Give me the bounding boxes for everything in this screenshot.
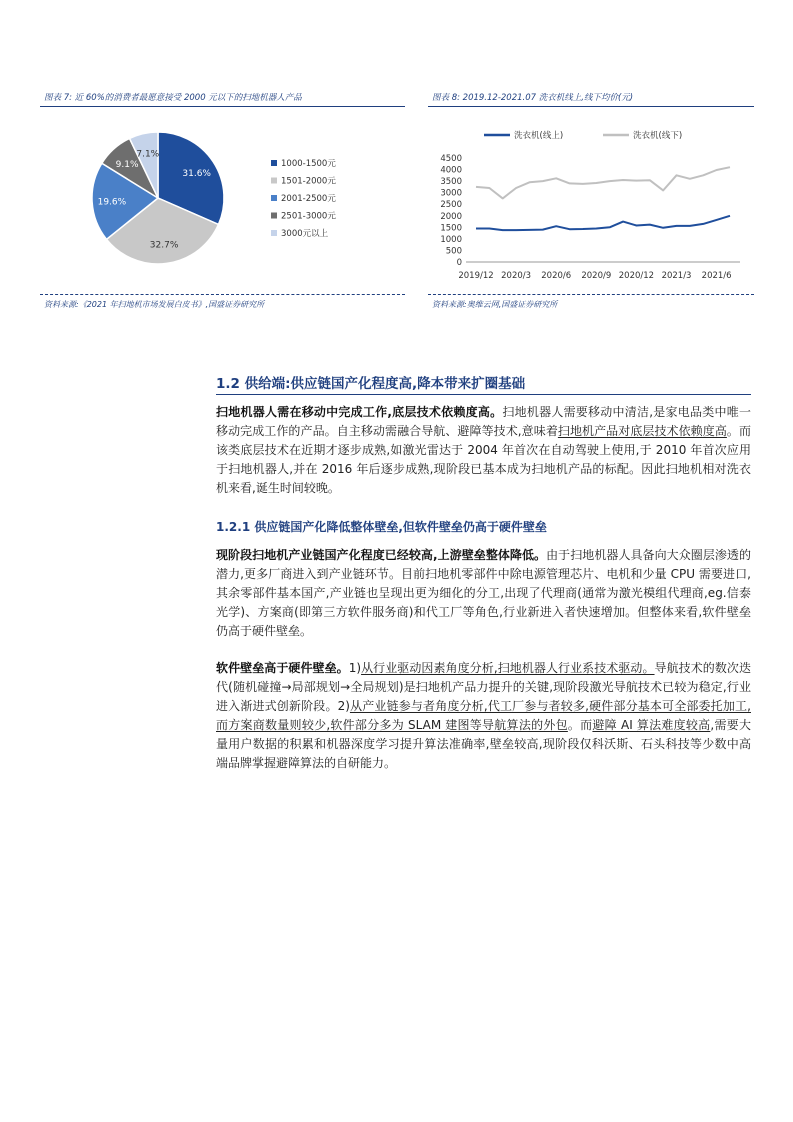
p3-underlined-1: 从行业驱动因素角度分析,扫地机器人行业系技术驱动。 xyxy=(361,661,655,675)
paragraph-1 xyxy=(216,403,751,498)
figure7-bottom-rule xyxy=(40,294,405,295)
line-x-tick-1: 2020/3 xyxy=(501,271,532,281)
p1-underlined: 扫地机产品对底层技术依赖度高 xyxy=(557,424,727,438)
figure8-bottom-rule xyxy=(428,294,754,295)
line-y-tick-3: 1500 xyxy=(440,223,462,234)
line-x-tick-3: 2020/9 xyxy=(581,271,612,281)
line-x-tick-6: 2021/6 xyxy=(701,271,732,281)
figure8-top-rule xyxy=(428,106,754,107)
p1-text-2: 。而该类底层技术在近期才逐步成熟,如激光雷达于 2004 年首次在自动驾驶上使用,于 2010 年首次应用于扫地机器人,并在 2016 年后逐步成熟,现阶段已基本成为扫地机产品的标配。因此扫地机相对洗衣机来看,诞生时间较晚。 xyxy=(216,424,751,495)
figure7-caption: 图表 7: 近 60%的消费者最愿意接受 2000 元以下的扫地机器人产品 xyxy=(44,93,302,103)
line-y-tick-9: 4500 xyxy=(440,154,462,164)
line-y-tick-2: 1000 xyxy=(440,234,462,245)
line-x-tick-2: 2020/6 xyxy=(541,271,572,281)
line-y-tick-4: 2000 xyxy=(440,211,462,222)
pie-chart xyxy=(40,116,405,291)
figure8-source: 资料来源:奥维云网,国盛证券研究所 xyxy=(432,300,558,309)
p1-bold-lead: 扫地机器人需在移动中完成工作,底层技术依赖度高。 xyxy=(216,405,503,419)
line-legend-label-1: 洗衣机(线上) xyxy=(514,131,564,141)
figure7-source: 资料来源:《2021 年扫地机市场发展白皮书》,国盛证券研究所 xyxy=(44,300,265,309)
p3-text-4: ,需要大量用户数据的积累和机器深度学习提升算法准确率,壁垒较高,现阶段仅科沃斯、石头科技等少数中高端品牌掌握避障算法的自研能力。 xyxy=(216,718,751,770)
line-chart xyxy=(428,116,754,291)
pie-legend-label-5: 3000元以上 xyxy=(281,229,329,239)
pie-legend-label-4: 2501-3000元 xyxy=(281,211,336,222)
paragraph-3 xyxy=(216,659,751,773)
subsection-title: 1.2.1 供应链国产化降低整体壁垒,但软件壁垒仍高于硬件壁垒 xyxy=(216,520,547,534)
p3-text-2: 导航技术的数次迭代(随机碰撞→局部规划→全局规划)是扫地机产品力提升的关键,现阶段激光导航技术已较为稳定,行业进入渐进式创新阶段。2) xyxy=(216,661,751,713)
p3-text-3: 。而 xyxy=(567,718,593,732)
p3-underlined-3: 避障 AI 算法难度较高 xyxy=(592,718,711,732)
pie-legend-label-2: 1501-2000元 xyxy=(281,176,336,187)
pie-legend-label-3: 2001-2500元 xyxy=(281,194,336,204)
section-title-rule xyxy=(216,394,751,395)
pie-data-label-5: 7.1% xyxy=(136,149,160,160)
line-y-tick-6: 3000 xyxy=(440,188,462,199)
pie-legend-swatch-2 xyxy=(271,178,277,184)
line-y-tick-5: 2500 xyxy=(440,200,462,211)
pie-legend-swatch-5 xyxy=(271,230,277,236)
line-legend-label-2: 洗衣机(线下) xyxy=(633,131,683,141)
line-y-tick-0: 0 xyxy=(456,258,462,268)
p2-bold-lead: 现阶段扫地机产业链国产化程度已经较高,上游壁垒整体降低。 xyxy=(216,548,547,562)
pie-legend-label-1: 1000-1500元 xyxy=(281,159,336,169)
pie-legend-swatch-3 xyxy=(271,195,277,201)
line-y-tick-1: 500 xyxy=(445,246,462,257)
pie-data-label-3: 19.6% xyxy=(97,197,127,208)
line-series-1 xyxy=(476,216,730,230)
p1-text: 扫地机器人需要移动中清洁,是家电品类中唯一移动完成工作的产品。自主移动需融合导航、避障等技术,意味着 xyxy=(216,405,751,438)
line-y-tick-7: 3500 xyxy=(440,177,462,188)
p3-text-1: 1) xyxy=(348,661,362,675)
line-series-2 xyxy=(476,167,730,198)
figure8-caption: 图表 8: 2019.12-2021.07 洗衣机线上,线下均价(元) xyxy=(432,93,634,103)
section-title: 1.2 供给端:供应链国产化程度高,降本带来扩圈基础 xyxy=(216,376,526,392)
pie-data-label-1: 31.6% xyxy=(182,169,211,180)
p3-bold-lead: 软件壁垒高于硬件壁垒。 xyxy=(216,661,349,675)
pie-legend-swatch-4 xyxy=(271,213,277,219)
p3-underlined-2: 从产业链参与者角度分析,代工厂参与者较多,硬件部分基本可全部委托加工,而方案商数量则较少,软件部分多为 SLAM 建图等导航算法的外包 xyxy=(216,699,751,732)
pie-legend-swatch-1 xyxy=(271,160,277,166)
line-x-tick-5: 2021/3 xyxy=(661,271,692,281)
pie-data-label-4: 9.1% xyxy=(115,160,139,171)
pie-data-label-2: 32.7% xyxy=(149,240,179,251)
line-x-tick-0: 2019/12 xyxy=(458,271,494,281)
paragraph-2 xyxy=(216,546,751,641)
p2-text: 由于扫地机器人具备向大众圈层渗透的潜力,更多厂商进入到产业链环节。目前扫地机零部件中除电源管理芯片、电机和少量 CPU 需要进口,其余零部件基本国产,产业链也呈现出更为细化的分工,出现了代理商(通常为激光模组代理商,eg.信泰光学)、方案商(即第三方软件服务商)和代工厂等角色,行业新进入者快速增加。但整体来看,软件壁垒仍高于硬件壁垒。 xyxy=(216,548,751,638)
figure7-top-rule xyxy=(40,106,405,107)
line-y-tick-8: 4000 xyxy=(440,165,462,176)
line-x-tick-4: 2020/12 xyxy=(618,271,655,281)
